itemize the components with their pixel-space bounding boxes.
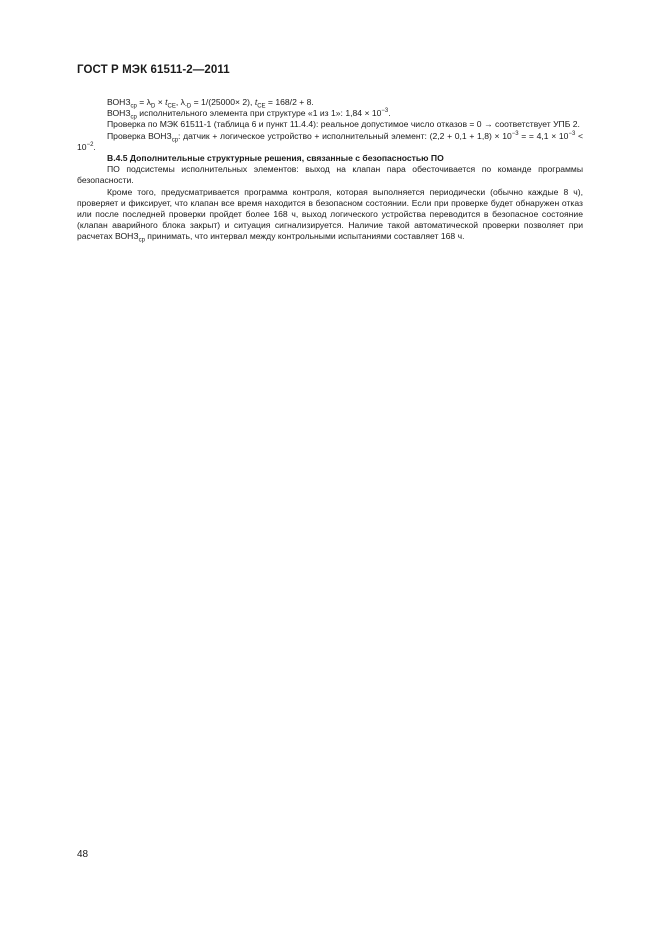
software-paragraph: ПО подсистемы исполнительных элементов: выход на клапан пара обесточивается по команде программы безопасности.: [77, 164, 583, 186]
document-header: ГОСТ Р МЭК 61511-2—2011: [77, 64, 230, 76]
section-heading: В.4.5 Дополнительные структурные решения, связанные с безопасностью ПО: [107, 153, 444, 164]
formula-line: $ВОНЗ_{ср} = \lambda_D \times t_{CE}$, $\lambda_{-D} = 1/(25000\times 2)$, $t_{CE} = 168/2 + 8$.: [107, 97, 314, 110]
page-number: 48: [77, 849, 89, 860]
document-body: [77, 97, 583, 243]
pfd-check-paragraph: Проверка $ВОНЗ_{ср}$: датчик + логическое устройство + исполнительный элемент: $(2,2 + 0,1 + 1,8) \times 10^{-3}$ = = $4,1 \times 10^{-3} < 10^{-2}$.: [77, 130, 583, 152]
monitoring-paragraph: Кроме того, предусматривается программа контроля, которая выполняется периодически (обычно каждые 8 ч), проверяет и фиксирует, что клапан все время находится в безопасном состоянии. Если при проверке будет обнаружен отказ или после последней проверки пройдет более 168 ч, выход логического устройства переводится в безопасное состояние (клапан аварийного блока закрыт) и ситуация сигнализируется. Наличие такой автоматической проверки позволяет при расчетах $ВОНЗ_{ср}$ принимать, что интервал между контрольными испытаниями составляет 168 ч.: [77, 186, 583, 245]
iec-check-paragraph: Проверка по МЭК 61511-1 (таблица 6 и пункт 11.4.4): реальное допустимое число отказов = 0 → соответствует УПБ 2.: [107, 119, 580, 130]
actuator-pfd-line: $ВОНЗ_{ср}$ исполнительного элемента при структуре «1 из 1»: $1,84 \times 10^{-3}$.: [107, 108, 391, 121]
